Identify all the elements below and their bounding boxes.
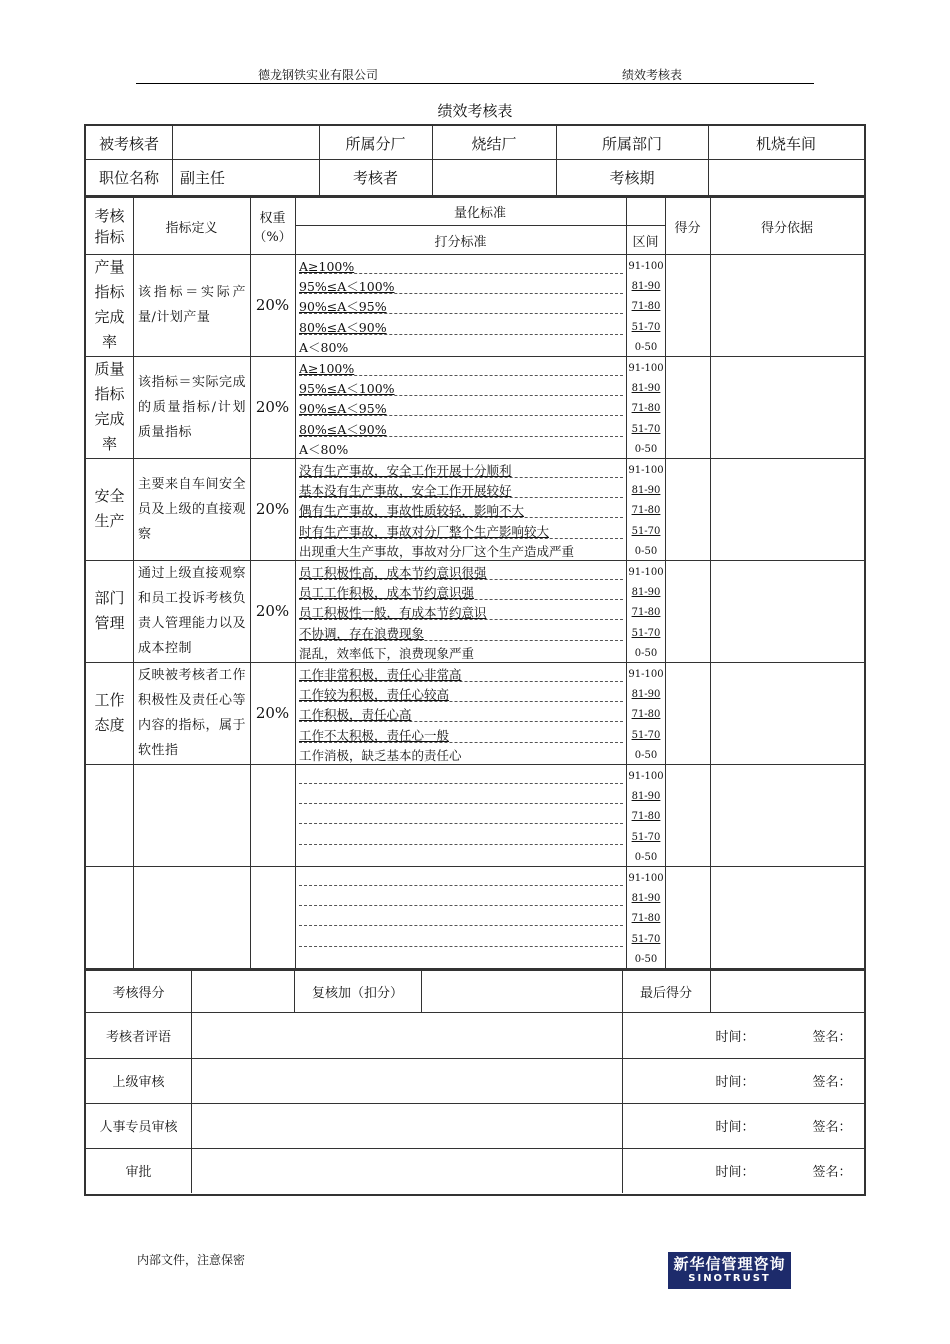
range-label <box>628 542 664 562</box>
range-value: 0-50 <box>634 851 658 863</box>
range-value: 81-90 <box>631 587 661 599</box>
criterion-row <box>299 624 623 644</box>
range-value: 91-100 <box>628 567 664 578</box>
indicator-weight: 20% <box>255 602 290 620</box>
col-standard: 量化标准 <box>453 206 506 221</box>
block-col-divider <box>626 662 627 764</box>
block-col-divider <box>295 458 296 560</box>
criterion-text: 时有生产事故，事故对分厂整个生产影响较大 <box>299 523 550 539</box>
branch-value: 烧结厂 <box>471 134 517 153</box>
range-label <box>628 338 664 358</box>
indicator-name <box>86 866 133 968</box>
confidential-note: 内部文件，注意保密 <box>137 1253 246 1267</box>
signoff-sign-label: 签名： <box>812 1030 852 1045</box>
criterion-row <box>299 909 623 929</box>
range-label <box>628 583 664 603</box>
criterion-row <box>299 603 623 623</box>
criterion-row <box>299 828 623 848</box>
range-label <box>628 726 664 746</box>
criterion-row <box>299 318 623 338</box>
indicator-definition: 该指标＝实际产量/计划产量 <box>138 285 246 325</box>
criterion-row <box>299 665 623 685</box>
score-label: 考核得分 <box>112 985 165 1001</box>
criterion-row <box>299 583 623 603</box>
examinee-value <box>172 126 319 160</box>
range-label <box>628 481 664 501</box>
criterion-dash-line <box>299 436 623 437</box>
criterion-row <box>299 644 623 664</box>
criterion-row <box>299 563 623 583</box>
range-label <box>628 705 664 725</box>
block-col-divider <box>665 764 666 866</box>
criterion-dash-line <box>299 681 623 682</box>
final-label: 最后得分 <box>639 985 692 1001</box>
signoff-time-label: 时间： <box>715 1120 755 1135</box>
criterion-row <box>299 767 623 787</box>
definition-cell <box>134 662 250 764</box>
range-label <box>628 461 664 481</box>
criterion-text: 没有生产事故，安全工作开展十分顺利 <box>299 463 512 478</box>
range-value: 0-50 <box>634 545 658 557</box>
indicator-name: 工作态度 <box>94 691 125 734</box>
definition-cell <box>134 458 250 560</box>
criterion-row <box>299 930 623 950</box>
criterion-dash-line <box>299 599 623 600</box>
review-value[interactable] <box>421 970 622 1012</box>
range-label <box>628 665 664 685</box>
branch-label: 所属分厂 <box>345 134 406 153</box>
range-label <box>628 257 664 277</box>
criterion-dash-line <box>299 783 623 784</box>
criterion-text: 工作不太积极，责任心一般 <box>299 727 450 743</box>
indicator-name: 部门管理 <box>94 589 125 632</box>
signoff-time-label: 时间： <box>715 1030 755 1045</box>
signoff-sign-label: 签名： <box>812 1165 852 1180</box>
range-label <box>628 379 664 399</box>
range-value: 51-70 <box>631 423 661 435</box>
range-value: 71-80 <box>631 607 661 619</box>
criterion-dash-line <box>299 844 623 845</box>
criterion-row <box>299 807 623 827</box>
examiner-value <box>432 160 556 195</box>
range-label <box>628 440 664 460</box>
block-col-divider <box>665 866 666 968</box>
block-col-divider <box>710 560 711 662</box>
range-value: 71-80 <box>631 301 661 313</box>
range-value: 51-70 <box>631 933 661 945</box>
range-label <box>628 787 664 807</box>
range-label <box>628 318 664 338</box>
range-value: 0-50 <box>634 341 658 353</box>
criterion-dash-line <box>299 334 623 335</box>
criterion-text: 混乱，效率低下，浪费现象严重 <box>299 645 475 661</box>
final-value[interactable] <box>710 970 864 1012</box>
signoff-col-divider <box>622 1148 623 1193</box>
criterion-row <box>299 501 623 521</box>
indicator-name: 质量指标完成率 <box>94 360 125 453</box>
block-col-divider <box>665 458 666 560</box>
criterion-text: 90%≤A＜95% <box>299 299 387 315</box>
criterion-row <box>299 726 623 746</box>
range-value: 51-70 <box>631 729 661 741</box>
definition-cell <box>134 254 250 356</box>
criterion-text: 基本没有生产事故，安全工作开展较好 <box>299 483 512 499</box>
range-label <box>628 848 664 868</box>
signoff-col-divider <box>622 1013 623 1058</box>
range-value: 51-70 <box>631 321 661 333</box>
range-label <box>628 420 664 440</box>
range-label <box>628 909 664 929</box>
criterion-row <box>299 420 623 440</box>
range-label <box>628 501 664 521</box>
criterion-text: 工作较为积极，责任心较高 <box>299 687 450 703</box>
criterion-text: A≥100% <box>299 361 355 376</box>
range-value: 81-90 <box>631 281 661 293</box>
range-label <box>628 950 664 970</box>
indicator-name <box>86 764 133 866</box>
criterion-dash-line <box>299 803 623 804</box>
criterion-text: 出现重大生产事故，事故对分厂这个生产造成严重 <box>299 543 575 559</box>
criterion-dash-line <box>299 497 623 498</box>
range-value: 71-80 <box>631 913 661 925</box>
signoff-comment[interactable] <box>192 1013 622 1058</box>
range-label <box>628 399 664 419</box>
company-name: 德龙钢铁实业有限公司 <box>258 68 379 82</box>
signoff-label: 上级审核 <box>112 1075 165 1090</box>
range-label <box>628 277 664 297</box>
range-label <box>628 869 664 889</box>
range-label <box>628 297 664 317</box>
col-weight: 权重（%） <box>253 211 292 245</box>
criterion-dash-line <box>299 313 623 314</box>
criterion-text: 不协调，存在浪费现象 <box>299 625 425 641</box>
block-col-divider <box>710 866 711 968</box>
indicator-name: 产量指标完成率 <box>94 258 125 351</box>
range-label <box>628 624 664 644</box>
block-col-divider <box>626 356 627 458</box>
range-value: 51-70 <box>631 525 661 537</box>
criterion-dash-line <box>299 721 623 722</box>
period-value <box>708 160 864 195</box>
criterion-row <box>299 440 623 460</box>
criterion-text: 员工积极性高，成本节约意识很强 <box>299 565 487 580</box>
block-col-divider <box>626 764 627 866</box>
col-basis: 得分依据 <box>760 220 813 236</box>
criterion-row <box>299 481 623 501</box>
range-value: 71-80 <box>631 811 661 823</box>
period-label: 考核期 <box>609 169 655 187</box>
range-value: 71-80 <box>631 505 661 517</box>
range-label <box>628 359 664 379</box>
criterion-dash-line <box>299 395 623 396</box>
range-label <box>628 807 664 827</box>
criterion-row <box>299 889 623 909</box>
block-col-divider <box>665 254 666 356</box>
range-label <box>628 828 664 848</box>
indicator-weight <box>250 866 295 968</box>
block-col-divider <box>295 866 296 968</box>
indicator-weight: 20% <box>255 500 290 518</box>
col-score: 得分 <box>674 220 701 236</box>
range-value: 81-90 <box>631 383 661 395</box>
col-indicator: 考核指标 <box>94 207 125 246</box>
criterion-row <box>299 461 623 481</box>
range-value: 91-100 <box>628 261 664 272</box>
range-value: 91-100 <box>628 669 664 680</box>
block-col-divider <box>626 254 627 356</box>
dept-label: 所属部门 <box>601 134 662 153</box>
range-value: 81-90 <box>631 689 661 701</box>
block-col-divider <box>626 458 627 560</box>
examiner-label: 考核者 <box>352 169 398 187</box>
criterion-dash-line <box>299 619 623 620</box>
criterion-text: 95%≤A＜100% <box>299 381 395 397</box>
col-range: 区间 <box>632 234 659 250</box>
criterion-text: 员工工作积极，成本节约意识强 <box>299 585 475 601</box>
criterion-dash-line <box>299 538 623 539</box>
indicator-weight <box>250 764 295 866</box>
indicator-weight: 20% <box>255 398 290 416</box>
block-col-divider <box>626 866 627 968</box>
criterion-text: 工作消极，缺乏基本的责任心 <box>299 747 462 763</box>
criterion-dash-line <box>299 640 623 641</box>
indicator-weight: 20% <box>255 704 290 722</box>
indicator-definition: 该指标＝实际完成的质量指标/计划质量指标 <box>138 374 247 440</box>
indicator-name: 安全生产 <box>94 487 125 530</box>
criterion-text: 80%≤A＜90% <box>299 319 387 335</box>
signoff-comment[interactable] <box>192 1148 622 1193</box>
range-label <box>628 930 664 950</box>
signoff-comment[interactable] <box>192 1058 622 1103</box>
criterion-text: 95%≤A＜100% <box>299 279 395 295</box>
range-label <box>628 644 664 664</box>
block-col-divider <box>626 560 627 662</box>
range-value: 0-50 <box>634 647 658 659</box>
signoff-comment[interactable] <box>192 1103 622 1148</box>
criterion-row <box>299 746 623 766</box>
range-value: 81-90 <box>631 485 661 497</box>
col-scoring: 打分标准 <box>434 234 487 250</box>
range-label <box>628 889 664 909</box>
signoff-col-divider <box>622 1103 623 1148</box>
examinee-label: 被考核者 <box>98 134 159 153</box>
range-value: 51-70 <box>631 831 661 843</box>
sinotrust-logo <box>668 1252 791 1289</box>
criterion-text: 工作积极，责任心高 <box>299 707 412 723</box>
criterion-text: 80%≤A＜90% <box>299 421 387 437</box>
criterion-row <box>299 522 623 542</box>
criterion-dash-line <box>299 293 623 294</box>
range-label <box>628 746 664 766</box>
indicator-definition: 主要来自车间安全员及上级的直接观察 <box>138 476 247 542</box>
range-value: 91-100 <box>628 465 664 476</box>
criterion-row <box>299 685 623 705</box>
definition-cell <box>134 560 250 662</box>
range-value: 91-100 <box>628 771 664 782</box>
indicator-definition: 反映被考核者工作积极性及责任心等内容的指标，属于软性指 <box>138 668 247 758</box>
position-value: 副主任 <box>180 169 226 187</box>
dept-value: 机烧车间 <box>755 134 816 153</box>
signoff-col-divider <box>622 1058 623 1103</box>
range-label <box>628 522 664 542</box>
criterion-row <box>299 848 623 868</box>
indicator-weight: 20% <box>255 296 290 314</box>
criterion-text: A＜80% <box>299 339 349 355</box>
criterion-dash-line <box>299 905 623 906</box>
criterion-row <box>299 399 623 419</box>
range-value: 0-50 <box>634 953 658 965</box>
criterion-dash-line <box>299 517 623 518</box>
block-col-divider <box>665 662 666 764</box>
criterion-row <box>299 257 623 277</box>
criterion-dash-line <box>299 273 623 274</box>
logo-en-text: SINOTRUST <box>688 1273 771 1284</box>
criterion-dash-line <box>299 375 623 376</box>
range-label <box>628 685 664 705</box>
block-col-divider <box>665 560 666 662</box>
signoff-label: 人事专员审核 <box>99 1120 178 1135</box>
col-definition: 指标定义 <box>165 220 218 236</box>
block-col-divider <box>295 254 296 356</box>
criterion-text: 90%≤A＜95% <box>299 401 387 417</box>
criterion-row <box>299 869 623 889</box>
signoff-label: 审批 <box>125 1165 152 1180</box>
definition-cell <box>134 356 250 458</box>
definition-cell <box>134 866 250 968</box>
definition-cell <box>134 764 250 866</box>
criterion-row <box>299 277 623 297</box>
review-label: 复核加（扣分） <box>311 985 403 1001</box>
document-name: 绩效考核表 <box>622 68 683 82</box>
criterion-row <box>299 297 623 317</box>
criterion-row <box>299 950 623 970</box>
range-value: 91-100 <box>628 363 664 374</box>
criterion-dash-line <box>299 885 623 886</box>
block-col-divider <box>295 560 296 662</box>
criterion-row <box>299 542 623 562</box>
block-col-divider <box>710 662 711 764</box>
criterion-dash-line <box>299 925 623 926</box>
block-col-divider <box>665 356 666 458</box>
signoff-sign-label: 签名： <box>812 1075 852 1090</box>
logo-cn-text: 新华信管理咨询 <box>673 1255 786 1273</box>
range-value: 51-70 <box>631 627 661 639</box>
criterion-row <box>299 359 623 379</box>
range-value: 81-90 <box>631 893 661 905</box>
criterion-row <box>299 787 623 807</box>
block-col-divider <box>710 356 711 458</box>
position-label: 职位名称 <box>98 169 159 187</box>
block-col-divider <box>710 764 711 866</box>
signoff-label: 考核者评语 <box>105 1030 171 1045</box>
form-title: 绩效考核表 <box>437 102 513 120</box>
block-col-divider <box>295 356 296 458</box>
signoff-time-label: 时间： <box>715 1075 755 1090</box>
criterion-dash-line <box>299 579 623 580</box>
criterion-text: 偶有生产事故，事故性质较轻，影响不大 <box>299 503 525 519</box>
signoff-sign-label: 签名： <box>812 1120 852 1135</box>
criterion-row <box>299 338 623 358</box>
criterion-row <box>299 379 623 399</box>
header-divider <box>136 83 814 84</box>
range-value: 0-50 <box>634 443 658 455</box>
criterion-row <box>299 705 623 725</box>
range-value: 0-50 <box>634 749 658 761</box>
score-value[interactable] <box>191 970 294 1012</box>
criterion-dash-line <box>299 415 623 416</box>
criterion-dash-line <box>299 701 623 702</box>
criterion-dash-line <box>299 946 623 947</box>
block-col-divider <box>710 458 711 560</box>
block-col-divider <box>710 254 711 356</box>
range-value: 81-90 <box>631 791 661 803</box>
range-value: 71-80 <box>631 709 661 721</box>
range-value: 91-100 <box>628 873 664 884</box>
criterion-dash-line <box>299 477 623 478</box>
block-col-divider <box>295 662 296 764</box>
criterion-text: A＜80% <box>299 441 349 457</box>
signoff-time-label: 时间： <box>715 1165 755 1180</box>
criterion-dash-line <box>299 742 623 743</box>
range-label <box>628 563 664 583</box>
criterion-dash-line <box>299 823 623 824</box>
criterion-text: A≥100% <box>299 259 355 274</box>
criterion-text: 工作非常积极，责任心非常高 <box>299 667 462 682</box>
range-value: 71-80 <box>631 403 661 415</box>
indicator-definition: 通过上级直接观察和员工投诉考核负责人管理能力以及成本控制 <box>138 566 247 656</box>
range-label <box>628 603 664 623</box>
block-col-divider <box>295 764 296 866</box>
range-label <box>628 767 664 787</box>
criterion-text: 员工积极性一般，有成本节约意识 <box>299 605 487 621</box>
